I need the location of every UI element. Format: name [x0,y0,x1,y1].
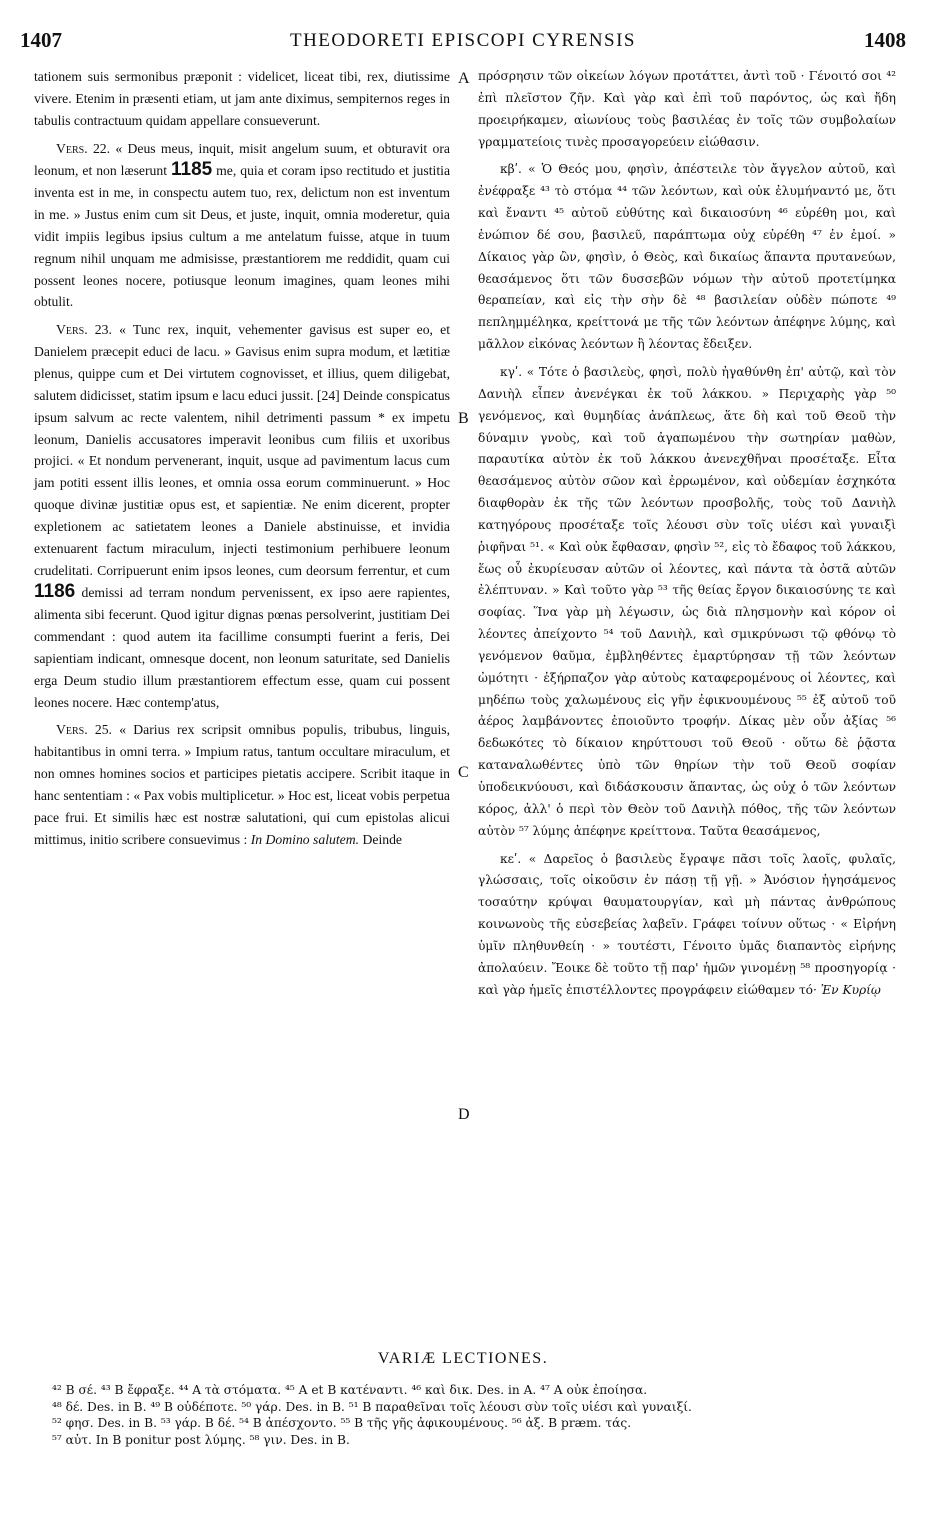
column-number: 1186 [34,581,76,603]
greek-column [478,66,896,1007]
page-header [20,28,906,60]
latin-text: me, quia et coram ipso rectitudo et justitia inventa est in me, in conspectu autem tuo, rex, delictum non est inventum in me. » Justus enim cum sit Deus, et juste, inquit, omnia moderetur, quia vidit impiis legibus ipsius cultum a me antelatum fuisse, atque in tuum regnum nihil unquam me admisisse, præstantiorem me reddidit, quam cui possent leones nocere, potiusque leonum imagines, quam leones mihi obtulit. [34,163,451,310]
verse-label: Vers. 22. [56,140,111,156]
latin-text: « Deus meus, inquit, misit angelum suum, et obturavit ora leonum, et non læserunt [34,140,450,179]
section-marker-c: C [458,764,469,781]
variant-line: ⁴⁸ δέ. Des. in B. ⁴⁹ B οὐδέποτε. ⁵⁰ γάρ. Des. in B. ⁵¹ B παραθεῖναι τοῖς λέουσι σὺν τοῖς υἱέσι καὶ γυναιξί. [52,1399,692,1414]
section-marker-d: D [458,1106,470,1123]
latin-text: « Tunc rex, inquit, vehementer gavisus est super eo, et Danielem præcepit educi de lacu. » Gavisus enim supra modum, et lætitiæ plenus, quippe cum et Dei virtutem cognovisset, et illius, quem diligebat, salutem didicisset, statim ipsum e lacu educi jussit. [24] Deinde conspicatus ipsum salvum ac recte valentem, nihil detrimenti passum * ex impetu leonum, Danielis accusatores imperavit leonibus cum filiis et uxoribus projici. « Et nondum pervenerant, inquit, usque ad pavimentum lacus cum jam potiti essent illis leones, et omnia ossa eorum comminuerunt. » Hoc quoque divinæ justitiæ opus est, et sapientiæ. Ne enim dicerent, propter expletionem ac satietatem leones a Daniele abstinuisse, et invidia extenuarent factum miraculum, injecti testimonium perhibuere leonum crudelitati. Corripuerunt enim ipsos leones, cum deorsum ferrentur, et cum [34,322,450,578]
latin-text: demissi ad terram nondum pervenissent, ex ipso aere rapientes, alimenta sibi fecerunt. Quod igitur dignas pœnas persolverint, justitiam Dei commendant : quod autem ita facillime consumpti fuerint a feris, Dei sapientiam indicant, omnesque docent, non leonum saturitate, sed Danielis erga Deum studio illum præstantiorem effectum esse, quam cui possent leones nocere. Hæc contemp'atus, [34,585,450,710]
verse-label: Vers. 25. [56,722,112,738]
page-number-right: 1408 [864,28,906,52]
greek-paragraph-3: κγʹ. « Τότε ὁ βασιλεὺς, φησὶ, πολὺ ἠγαθύνθη ἐπ' αὐτῷ, καὶ τὸν Δανιὴλ εἶπεν ἀνενέγκαι ἐκ τοῦ λάκκου. » Περιχαρὴς γὰρ ⁵⁰ γενόμενος, καὶ θυμηδίας ἀνάπλεως, ἅτε δὴ καὶ τοῦ Θεοῦ τὴν δύναμιν γνοὺς, καὶ τοῦ ἀγαπωμένου τὴν σωτηρίαν μαθὼν, παραυτίκα αὐτὸν ἐκ τοῦ λάκκου ἀνενεχθῆναι προσέταξε. Εἶτα θεασάμενος αὐτὸν σῶον καὶ ἐρρωμένον, καὶ οὐδεμίαν ἐσχηκότα διαφθορὰν ἐκ τῆς τῶν λεόντων προσβολῆς, τοὺς τοῦ Δανιὴλ κατηγόρους προσέταξε τοῖς λέουσι σὺν τοῖς υἱέσι καὶ γυναιξὶ ῥιφῆναι ⁵¹. « Καὶ οὐκ ἔφθασαν, φησὶν ⁵², εἰς τὸ ἔδαφος τοῦ λάκκου, ἕως οὗ ἐκυρίευσαν αὐτῶν οἱ λέοντες, καὶ πάντα τὰ ὀστᾶ αὐτῶν ἐλέπτυναν. » Καὶ τοῦτο γὰρ ⁵³ τῆς θείας ἔργον δικαιοσύνης τε καὶ σοφίας. Ἵνα γὰρ μὴ λέγωσιν, ὡς διὰ πλησμονὴν καὶ κόρον οἱ λέοντες ἀπείχοντο ⁵⁴ τοῦ Δανιὴλ, καὶ σμικρύνωσι τῷ φθόνῳ τὸ γενόμενον θαῦμα, ἐμβληθέντες ἐμαρτύρησαν τῇ τῶν λεόντων ὠμότητι · ἐξήρπαζον γὰρ αὐτοὺς καταφερομένους οἱ λέοντες, καὶ μηδέπω τοὺς χαλωμένους εἰς γῆν ἐφικνουμένους ⁵⁵ ἐξ αὐτοῦ τοῦ ἀέρος λαμβάνοντες ἐποιοῦντο τροφήν. Δίκας μὲν οὖν ἀξίας ⁵⁶ δεδωκότες τὸ δίκαιον κηρύττουσι τοῦ Θεοῦ · οὕτω δὲ ῥᾷστα καταναλωθέντες ὑπὸ τῶν θηρίων τὴν τοῦ Θεοῦ σοφίαν ὑποδεικνύουσι, καὶ διδάσκουσιν ἅπαντας, ὡς οὐχ ὁ τῶν λεόντων κόρος, ἀλλ' ὁ περὶ τὸν Θεὸν τοῦ Δανιὴλ πόθος, τῆς τῶν λεόντων αὐτὸν ⁵⁷ λύμης ἀπέφηνε κρείττονα. Ταῦτα θεασάμενος, [478,364,896,838]
latin-italic-text: In Domino salutem. [250,831,360,847]
latin-paragraph-2 [34,138,450,314]
latin-column [34,66,450,857]
variant-line: ⁴² B σέ. ⁴³ B ἔφραξε. ⁴⁴ A τὰ στόματα. ⁴⁵ A et B κατέναντι. ⁴⁶ καὶ δικ. Des. in A. ⁴⁷ A οὐκ ἐποίησα. [52,1383,648,1397]
greek-paragraph-1: πρόσρησιν τῶν οἰκείων λόγων προτάττει, ἀντὶ τοῦ · Γένοιτό σοι ⁴² ἐπὶ πλεῖστον ζῆν. Καὶ γὰρ καὶ ἐπὶ τοῦ παρόντος, ὡς καὶ ἤδη προειρήκαμεν, αἰωνίους τοὺς βασιλέας ἐν τοῖς τῶν συμβολαίων γραμματείοις τινὲς προσαγορεύειν εἰώθασιν. [478,69,896,149]
section-marker-b: B [458,410,469,427]
verse-label: Vers. 23. [56,322,112,338]
greek-paragraph-2: κβʹ. « Ὁ Θεός μου, φησὶν, ἀπέστειλε τὸν ἄγγελον αὐτοῦ, καὶ ἐνέφραξε ⁴³ τὸ στόμα ⁴⁴ τῶν λεόντων, καὶ οὐκ ἐλυμήναντό με, ὅτι καὶ ἔναντι ⁴⁵ αὐτοῦ εὐθύτης καὶ δικαιοσύνη ⁴⁶ εὑρέθη μοι, καὶ ἐνώπιον δέ σου, βασιλεῦ, παράπτωμα οὐχ εὑρέθη ⁴⁷ ἐν ἐμοί. » Δίκαιος γὰρ ὢν, φησὶν, ὁ Θεὸς, καὶ δικαίως ἅπαντα πρυτανεύων, θεασάμενος ὅτι τῶν δυσσεβῶν νόμων τὴν αὐτοῦ προτετίμηκα θεραπείαν, καὶ εἰς τὴν σὴν δὲ ⁴⁸ βασιλείαν οὐδὲν πώποτε ⁴⁹ πεπλημμέληκα, κρείττονά με τῆς τῶν λεόντων ἀπέφηνε λύμης, καὶ μᾶλλον εἰκόνας λεόντων ἢ λέοντας ἔδειξεν. [478,162,896,352]
variant-line: ⁵² φησ. Des. in B. ⁵³ γάρ. B δέ. ⁵⁴ B ἀπέσχοντο. ⁵⁵ B τῆς γῆς ἀφικουμένους. ⁵⁶ ἀξ. B præm. τάς. [52,1416,632,1430]
latin-paragraph-3 [34,319,450,713]
latin-text: « Darius rex scripsit omnibus populis, tribubus, linguis, habitantibus in omni terra. » Impium ratus, tantum occultare miraculum, et non omnes homines socios et participes pietatis accipere. Scribit itaque in hanc sententiam : « Pax vobis multiplicetur. » Hoc est, liceat vobis perpetua pace frui. Et similis hæc est nostræ salutationi, qui cum epistolas alicui mittimus, initio scribere consuevimus : [34,722,450,847]
section-marker-a: A [458,70,470,87]
greek-italic-text: Ἐν Κυρίῳ [820,982,881,997]
running-title: THEODORETI EPISCOPI CYRENSIS [289,30,637,51]
latin-text: Deinde [362,831,403,847]
greek-text: κεʹ. « Δαρεῖος ὁ βασιλεὺς ἔγραψε πᾶσι τοῖς λαοῖς, φυλαῖς, γλώσσαις, τοῖς οἰκοῦσιν ἐν πάσῃ τῇ γῇ. » Ἀνόσιον ἡγησάμενος τοσαύτην κρύψαι θαυματουργίαν, καὶ μὴ πάντας ἀνθρώπους κοινωνοὺς τῆς εὐσεβείας λαβεῖν. Γράφει τοίνυν οὕτως · « Εἰρήνη ὑμῖν πληθυνθείη · » τουτέστι, Γένοιτο ὑμᾶς διαπαντὸς εἰρήνης ἀπολαύειν. Ἔοικε δὲ τοῦτο τῇ παρ' ἡμῶν γινομένῃ ⁵⁸ προσηγορίᾳ · καὶ γὰρ ἡμεῖς ἐπιστέλλοντες προγράφειν εἰώθαμεν τό· [478,851,896,997]
page-number-left: 1407 [20,28,62,52]
variant-readings [52,1382,896,1448]
greek-paragraph-4 [478,849,896,1002]
variae-lectiones-heading: VARIÆ LECTIONES. [377,1350,549,1367]
latin-paragraph-1: tationem suis sermonibus præponit : videlicet, liceat tibi, rex, diutissime vivere. Etenim in præsenti etiam, ut jam ante diximus, sempiternos reges in tabulis contractuum quidam appellare consueverunt. [34,69,450,128]
latin-paragraph-4 [34,719,450,850]
variant-line: ⁵⁷ αὐτ. In B ponitur post λύμης. ⁵⁸ γιν. Des. in B. [52,1432,350,1447]
column-number: 1185 [170,159,213,181]
